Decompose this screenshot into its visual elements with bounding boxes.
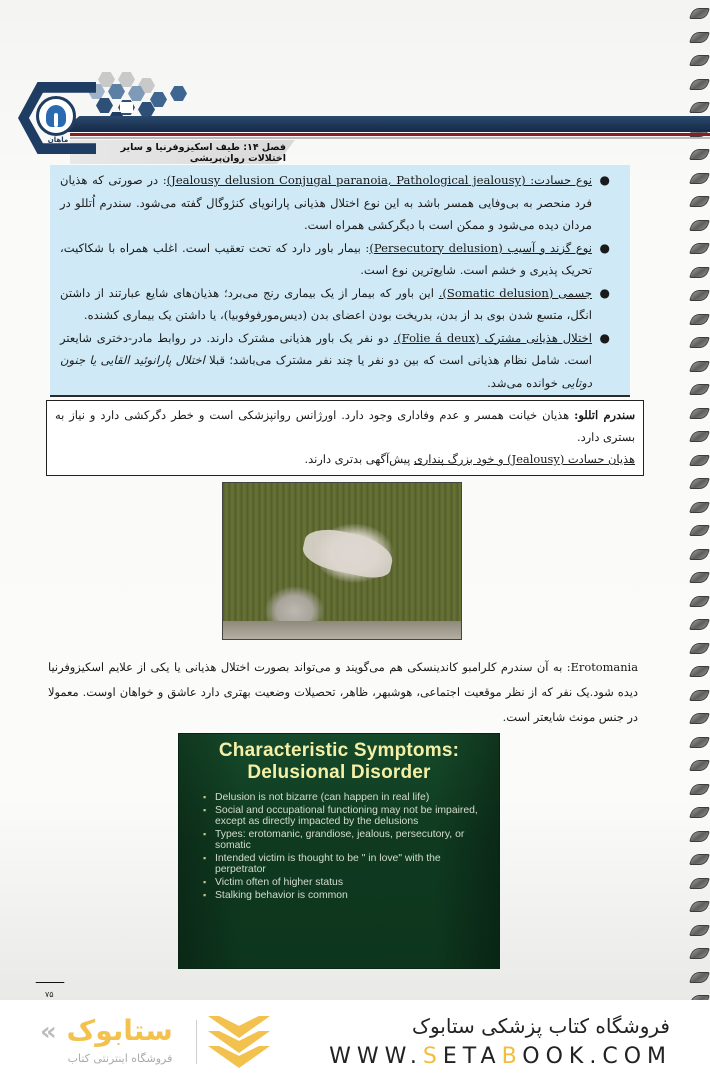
- url-part-highlight: B: [501, 1044, 523, 1069]
- photo-figure: [300, 524, 396, 582]
- page-number: ۷۵: [45, 990, 54, 999]
- spiral-ring-icon: [689, 972, 710, 983]
- list-item: [60, 282, 618, 327]
- item-term: جسمی (Somatic delusion).: [438, 285, 592, 300]
- spiral-ring-icon: [689, 361, 710, 372]
- url-part: WWW.: [329, 1044, 423, 1069]
- header-blue-bar: [60, 116, 710, 132]
- spiral-ring-icon: [689, 196, 710, 207]
- spiral-ring-icon: [689, 478, 710, 489]
- spiral-ring-icon: [689, 455, 710, 466]
- logo-divider: [196, 1020, 197, 1064]
- spiral-ring-icon: [689, 760, 710, 771]
- slide-bullets: [189, 792, 489, 901]
- othello-rest: پیش‌آگهی بدتری دارند.: [304, 452, 414, 466]
- publisher-logo-text: ماهان: [47, 136, 69, 144]
- store-url[interactable]: [329, 1044, 672, 1069]
- spiral-ring-icon: [689, 596, 710, 607]
- delusion-types-box: [50, 165, 630, 397]
- spiral-ring-icon: [689, 572, 710, 583]
- url-part-highlight: S: [422, 1044, 443, 1069]
- header-grey-line: [70, 137, 710, 139]
- spiral-ring-icon: [689, 267, 710, 278]
- url-part: ETA: [442, 1044, 502, 1069]
- spiral-ring-icon: [689, 737, 710, 748]
- othello-scene-photo: [222, 482, 462, 640]
- item-term: نوع گزند و آسیب (Persecutory delusion): [369, 240, 593, 255]
- slide-bullet: ▪ Victim often of higher status: [203, 877, 489, 888]
- spiral-ring-icon: [689, 690, 710, 701]
- store-logo-wordmark: [40, 1014, 190, 1048]
- item-text: این باور که بیمار از یک بیماری رنج می‌برد؛ هذیان‌های شایع عبارتند از داشتن انگل، متسع شدن بوی بد از بدن، بدریخت بودن اعضای بدن (دیس‌مورفوفوبیا)، یا داشتن یک بیماری کشنده.: [60, 285, 592, 322]
- url-part: OOK.COM: [522, 1044, 672, 1069]
- spiral-ring-icon: [689, 431, 710, 442]
- slide-title-line-1: Characteristic Symptoms:: [218, 740, 460, 761]
- othello-underlined: هذیان حسادت (Jealousy) و خود بزرگ پنداری: [413, 452, 635, 466]
- header-red-line: [70, 133, 710, 136]
- spiral-ring-icon: [689, 643, 710, 654]
- othello-title: سندرم اتللو:: [574, 408, 635, 422]
- spiral-ring-icon: [689, 525, 710, 536]
- store-name: فروشگاه کتاب پزشکی ستابوک: [412, 1014, 670, 1038]
- othello-text: هذیان خیانت همسر و عدم وفاداری وجود دارد. اورژانس روانپزشکی است و خطر دگرکشی دارد و نیاز به بستری دارد.: [55, 408, 635, 444]
- erotomania-term: Erotomania: [570, 660, 638, 674]
- publisher-logo: [36, 96, 76, 136]
- spiral-ring-icon: [689, 55, 710, 66]
- spiral-ring-icon: [689, 337, 710, 348]
- chapter-title: فصل ۱۴: طیف اسکیزوفرنیا و سایر اختلالات روان‌پریشی: [120, 142, 286, 164]
- spiral-ring-icon: [689, 290, 710, 301]
- spiral-ring-icon: [689, 878, 710, 889]
- spiral-ring-icon: [689, 32, 710, 43]
- list-item: [60, 327, 618, 395]
- spiral-ring-icon: [689, 854, 710, 865]
- bullet-icon: ●: [599, 173, 610, 187]
- chevron-logo-icon: [208, 1016, 270, 1068]
- slide-bullet: ▪ Stalking behavior is common: [203, 890, 489, 901]
- spiral-ring-icon: [689, 549, 710, 560]
- item-term: نوع حسادت: (Jealousy delusion Conjugal paranoia, Pathological jealousy): [166, 173, 592, 187]
- othello-line-1: [55, 404, 635, 448]
- tooth-icon: [46, 105, 66, 127]
- spiral-ring-icon: [689, 831, 710, 842]
- spiral-ring-icon: [689, 173, 710, 184]
- bullet-icon: ●: [599, 240, 610, 255]
- list-item: [60, 237, 618, 282]
- item-term: اختلال هذیانی مشترک (Folie á deux).: [393, 330, 592, 345]
- page-header: [0, 70, 710, 170]
- spiral-ring-icon: [689, 314, 710, 325]
- slide-title: [189, 740, 489, 784]
- spiral-ring-icon: [689, 502, 710, 513]
- spiral-ring-icon: [689, 784, 710, 795]
- list-item: [60, 169, 618, 237]
- store-logo-subtitle: فروشگاه اینترنتی کتاب: [67, 1052, 173, 1065]
- othello-syndrome-box: [46, 400, 644, 476]
- store-footer: [0, 1000, 710, 1080]
- spiral-ring-icon: [689, 807, 710, 818]
- spiral-ring-icon: [689, 243, 710, 254]
- erotomania-text: : به آن سندرم کلرامبو کاندینسکی هم می‌گویند و می‌تواند بصورت اختلال هذیانی یا یکی از علایم اسکیزوفرنیا دیده شود.یک نفر که از نظر موقعیت اجتماعی، هوشبهر، ظاهر، تحصیلات وضعیت بهتری دارد عاشق و خواهان اوست. معمولا در جنس مونث شایعتر است.: [48, 660, 638, 724]
- store-logo-text: ستابوک: [66, 1014, 173, 1047]
- bullet-icon: ●: [599, 285, 610, 300]
- item-italic: اختلال پارانوئید القایی یا جنون دوتایی: [60, 353, 592, 390]
- slide-title-line-2: Delusional Disorder: [247, 762, 431, 783]
- othello-line-2: [55, 448, 635, 470]
- spiral-ring-icon: [689, 925, 710, 936]
- item-tail: خوانده می‌شد.: [487, 375, 562, 390]
- symptoms-slide: [178, 733, 500, 969]
- photo-floor: [223, 621, 461, 639]
- spiral-ring-icon: [689, 8, 710, 19]
- item-text: : در صورتی که هذیان فرد منحصر به بی‌وفایی همسر باشد به این نوع اختلال هذیانی پارانویای کنژوگال گفته می‌شود. سندرم اُتللو در مردان دیده می‌شود و ممکن است با دیگرکشی همراه است.: [60, 173, 592, 232]
- spiral-ring-icon: [689, 384, 710, 395]
- spiral-ring-icon: [689, 666, 710, 677]
- item-text: : بیمار باور دارد که تحت تعقیب است. اغلب همراه با شکاکیت، تحریک پذیری و خشم است. شایع‌ترین نوع است.: [60, 240, 592, 277]
- spiral-ring-icon: [689, 948, 710, 959]
- slide-bullet: ▪ Delusion is not bizarre (can happen in real life): [203, 792, 489, 803]
- double-chevron-left-icon: «: [40, 1017, 57, 1047]
- slide-bullet: ▪ Types: erotomanic, grandiose, jealous, persecutory, or somatic: [203, 829, 489, 851]
- spiral-ring-icon: [689, 901, 710, 912]
- spiral-ring-icon: [689, 220, 710, 231]
- item-text: دو نفر یک باور هذیانی مشترک دارند. در روابط مادر-دختری شایعتر است. شامل نظام هذیانی است که بین دو نفر یا چند نفر مشترک می‌باشد؛ قبلا: [60, 330, 593, 367]
- bullet-icon: ●: [599, 330, 610, 345]
- spiral-ring-icon: [689, 619, 710, 630]
- slide-bullet: ▪ Social and occupational functioning may not be impaired, except as directly impacted by the delusions: [203, 805, 489, 827]
- slide-bullet: ▪ Intended victim is thought to be " in love" with the perpetrator: [203, 853, 489, 875]
- erotomania-paragraph: [48, 655, 638, 730]
- spiral-ring-icon: [689, 713, 710, 724]
- spiral-ring-icon: [689, 408, 710, 419]
